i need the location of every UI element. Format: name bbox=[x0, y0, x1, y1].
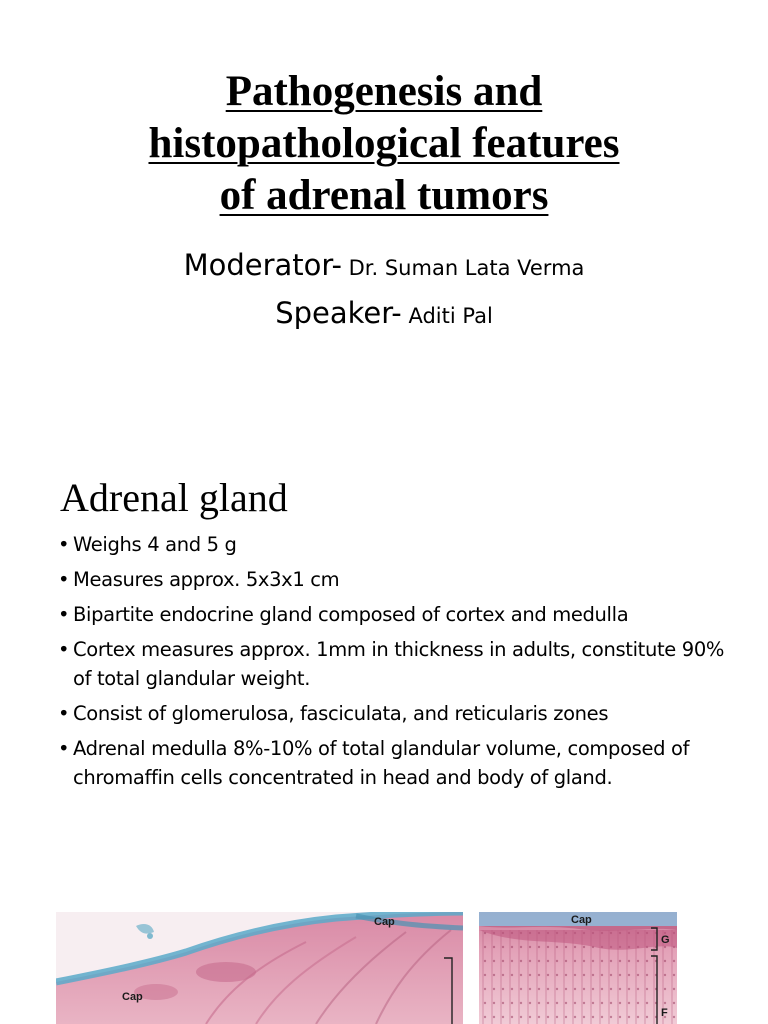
bullet-text: Cortex measures approx. 1mm in thickness in adults, constitute 90% of total glandular weight. bbox=[73, 638, 725, 690]
bullet-item bbox=[58, 734, 738, 792]
slide-heading: Adrenal gland bbox=[60, 475, 288, 520]
title-line-3: of adrenal tumors bbox=[219, 172, 549, 219]
bullet-marker: • bbox=[58, 638, 70, 661]
micrograph-right-label-cap: Cap bbox=[571, 914, 592, 926]
micrograph-left-label-cap-top: Cap bbox=[374, 916, 395, 928]
bullet-item bbox=[58, 600, 738, 629]
title-line-1: Pathogenesis and bbox=[225, 68, 543, 115]
bullet-text: Measures approx. 5x3x1 cm bbox=[73, 568, 340, 591]
histology-micrograph-right bbox=[479, 912, 677, 1024]
moderator-credit bbox=[0, 248, 768, 282]
bullet-item bbox=[58, 699, 738, 728]
moderator-name: Dr. Suman Lata Verma bbox=[341, 256, 585, 280]
bullet-item bbox=[58, 565, 738, 594]
micrograph-right-label-f: F bbox=[661, 1007, 668, 1019]
speaker-name: Aditi Pal bbox=[401, 304, 493, 328]
bullet-item bbox=[58, 530, 738, 559]
bullet-text: Bipartite endocrine gland composed of cortex and medulla bbox=[73, 603, 629, 626]
title-line-2: histopathological features bbox=[148, 120, 620, 167]
title-slide bbox=[0, 0, 768, 440]
bullet-text: Adrenal medulla 8%-10% of total glandular volume, composed of chromaffin cells concentrated in head and body of gland. bbox=[73, 737, 690, 789]
speaker-role: Speaker- bbox=[275, 296, 402, 330]
micrograph-right-image bbox=[479, 912, 677, 1024]
bullet-marker: • bbox=[58, 533, 70, 556]
speaker-credit bbox=[0, 296, 768, 330]
micrograph-left-image bbox=[56, 912, 463, 1024]
bullet-item bbox=[58, 635, 738, 693]
moderator-role: Moderator- bbox=[183, 248, 342, 282]
histology-micrograph-left bbox=[56, 912, 463, 1024]
bullet-marker: • bbox=[58, 568, 70, 591]
bullet-marker: • bbox=[58, 603, 70, 626]
micrograph-right-label-g: G bbox=[661, 934, 670, 946]
bullet-marker: • bbox=[58, 737, 70, 760]
bullet-list bbox=[58, 530, 738, 798]
presentation-title bbox=[60, 66, 708, 222]
content-slide bbox=[0, 462, 768, 1024]
bullet-text: Consist of glomerulosa, fasciculata, and reticularis zones bbox=[73, 702, 609, 725]
bullet-marker: • bbox=[58, 702, 70, 725]
bullet-text: Weighs 4 and 5 g bbox=[73, 533, 237, 556]
micrograph-left-label-cap-side: Cap bbox=[122, 991, 143, 1003]
